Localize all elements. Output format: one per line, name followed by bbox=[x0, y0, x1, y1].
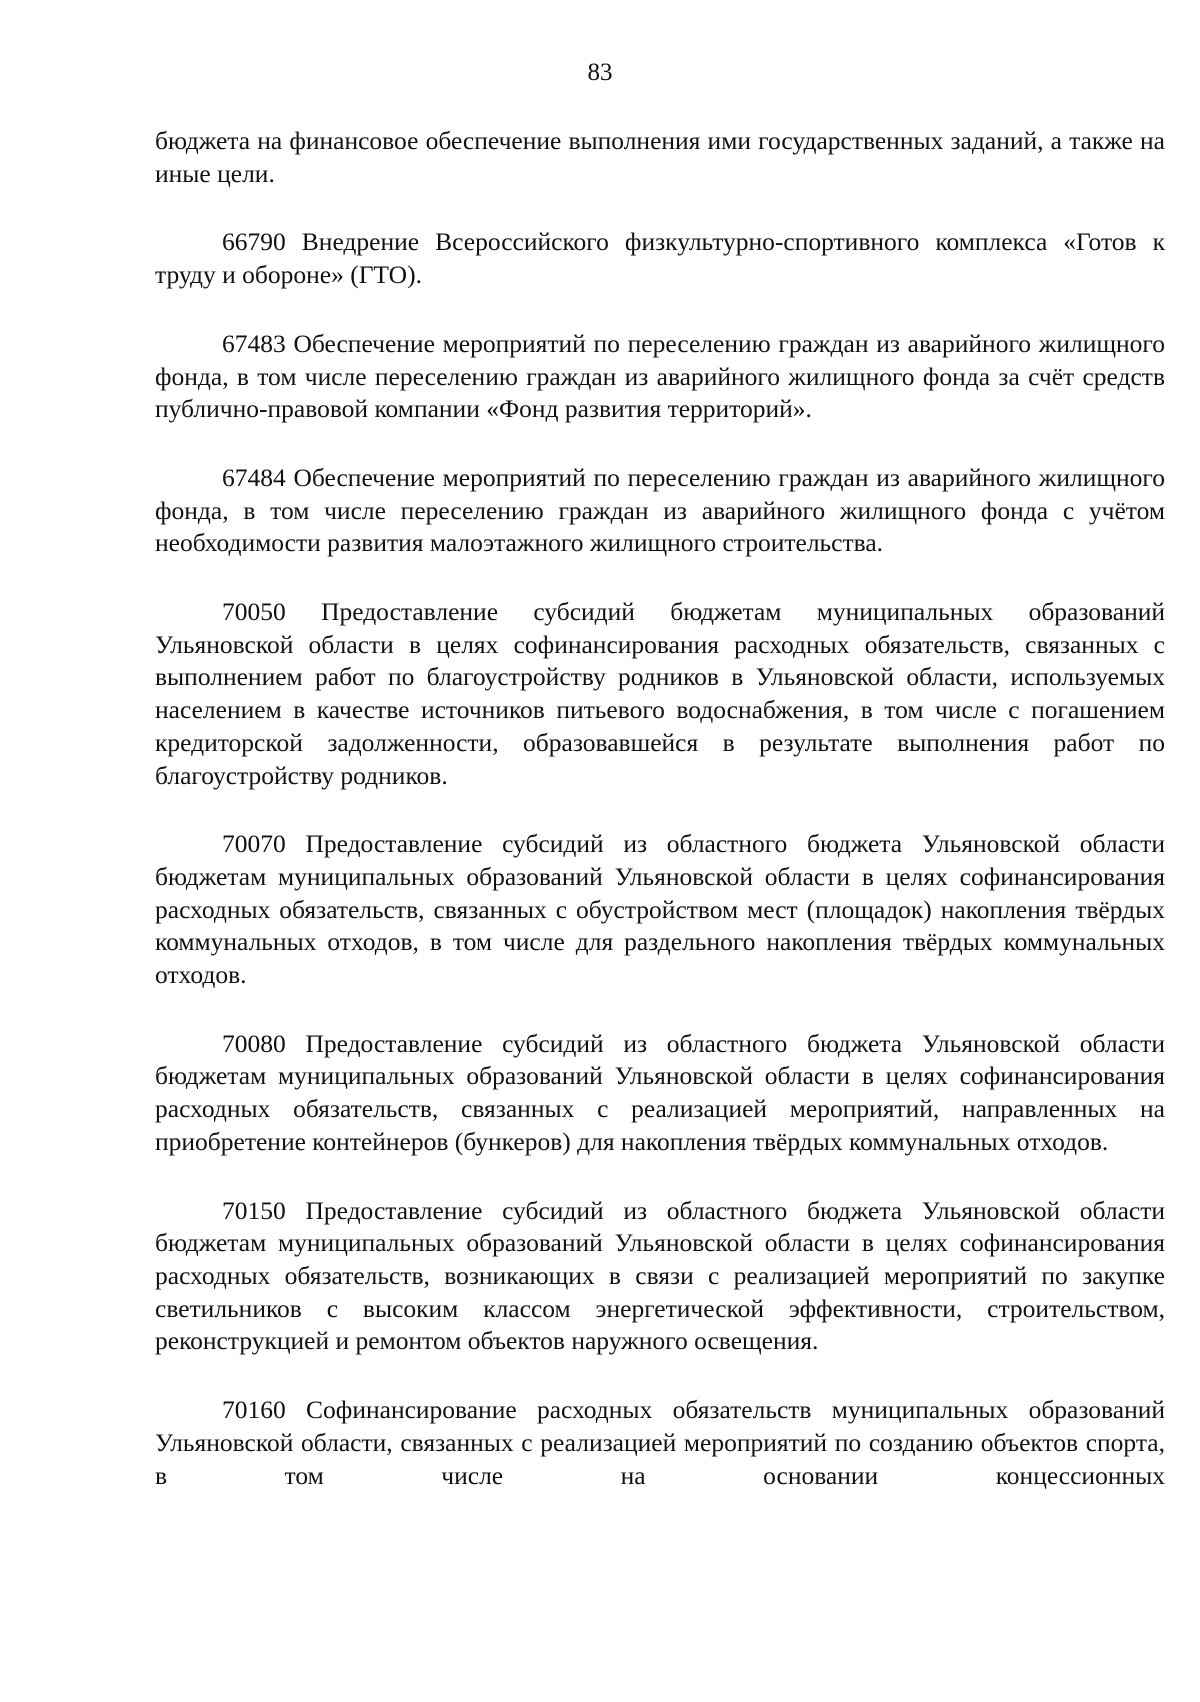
paragraph-code: 67483 bbox=[222, 328, 286, 358]
paragraph-70050 bbox=[155, 596, 1165, 792]
paragraph-text: Предоставление субсидий бюджетам муниципальных образований Ульяновской области в целях софинансирования расходных обязательств, связанных с выполнением работ по благоустройству родников в Ульяновской области, используемых населением в качестве источников питьевого водоснабжения, в том числе с погашением кредиторской задолженности, образовавшейся в результате выполнения работ по благоустройству родников. bbox=[155, 597, 1166, 790]
paragraph-text: Внедрение Всероссийского физкультурно-спортивного комплекса «Готов к труду и обороне» (ГТО). bbox=[155, 227, 1165, 290]
paragraph-code: 67484 bbox=[222, 462, 286, 492]
paragraph-67483 bbox=[155, 328, 1165, 426]
paragraph-code: 70160 bbox=[222, 1395, 286, 1425]
paragraph-text: Обеспечение мероприятий по переселению граждан из аварийного жилищного фонда, в том числе переселению граждан из аварийного жилищного фонда с учётом необходимости развития малоэтажного жилищного строительства. bbox=[155, 462, 1165, 558]
paragraph-text: Софинансирование расходных обязательств муниципальных образований Ульяновской области, связанных с реализацией мероприятий по созданию объектов спорта, в том числе на основании концессионных bbox=[155, 1395, 1166, 1490]
paragraph-continuation bbox=[155, 125, 1165, 190]
paragraph-text: Предоставление субсидий из областного бюджета Ульяновской области бюджетам муниципальных образований Ульяновской области в целях софинансирования расходных обязательств, связанных с обустройством мест (площадок) накопления твёрдых коммунальных отходов, в том числе для раздельного накопления твёрдых коммунальных отходов. bbox=[155, 829, 1165, 990]
paragraph-code: 70080 bbox=[222, 1028, 286, 1058]
paragraph-code: 70150 bbox=[222, 1195, 286, 1225]
paragraph-70150 bbox=[155, 1195, 1165, 1359]
paragraph-70070 bbox=[155, 828, 1165, 992]
paragraph-70160 bbox=[155, 1394, 1165, 1492]
paragraph-code: 70070 bbox=[222, 829, 286, 859]
paragraph-text: Предоставление субсидий из областного бюджета Ульяновской области бюджетам муниципальных образований Ульяновской области в целях софинансирования расходных обязательств, связанных с реализацией мероприятий, направленных на приобретение контейнеров (бункеров) для накопления твёрдых коммунальных отходов. bbox=[155, 1028, 1165, 1156]
paragraph-67484 bbox=[155, 462, 1165, 560]
paragraph-70080 bbox=[155, 1028, 1165, 1159]
document-body bbox=[155, 125, 1165, 1528]
paragraph-code: 70050 bbox=[222, 597, 286, 627]
paragraph-66790 bbox=[155, 226, 1165, 291]
page-number: 83 bbox=[587, 59, 613, 86]
paragraph-text: Предоставление субсидий из областного бюджета Ульяновской области бюджетам муниципальных образований Ульяновской области в целях софинансирования расходных обязательств, возникающих в связи с реализацией мероприятий по закупке светильников с высоким классом энергетической эффективности, строительством, реконструкцией и ремонтом объектов наружного освещения. bbox=[155, 1195, 1165, 1356]
paragraph-code: 66790 bbox=[222, 227, 286, 257]
paragraph-text: Обеспечение мероприятий по переселению граждан из аварийного жилищного фонда, в том числе переселению граждан из аварийного жилищного фонда за счёт средств публично-правовой компании «Фонд развития территорий». bbox=[155, 328, 1165, 424]
paragraph-text: бюджета на финансовое обеспечение выполнения ими государственных заданий, а также на иные цели. bbox=[155, 126, 1165, 188]
